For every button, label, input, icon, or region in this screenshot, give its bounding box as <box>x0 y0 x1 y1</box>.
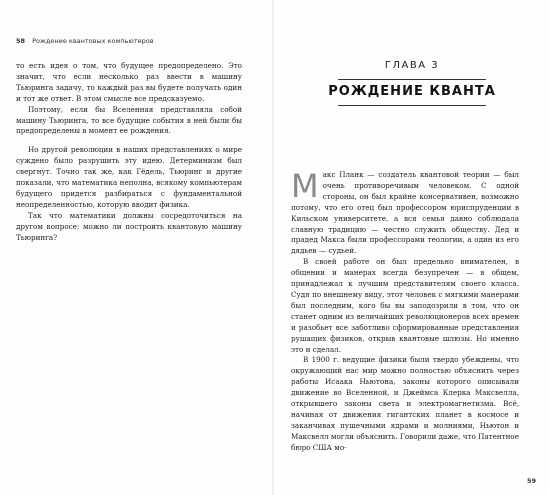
left-page <box>0 0 274 495</box>
drop-cap: М <box>291 167 319 205</box>
paragraph: Так что математики должны сосредоточиться на другом вопросе: можно ли построить квантовую машину Тьюринга? <box>16 210 242 242</box>
paragraph: Но другой революции в наших представлениях о мире суждено было разрушить эту идею. Детерминизм был свергнут. Точно так же, как Гёдель, Тьюринг и другие показали, что математика неполна, всякому компьютерам будущего придется разбираться с фундаментальной неопределенностью, которую вводит физика. <box>16 145 242 209</box>
running-head <box>16 37 154 45</box>
chapter-rule-top <box>338 79 486 80</box>
paragraph: Поэтому, если бы Вселенная представляла собой машину Тьюринга, то все будущие события в ней были бы предопределены в момент ее рождения. <box>16 104 242 136</box>
chapter-rule-bottom <box>338 105 486 106</box>
paragraph: В 1900 г. ведущие физики были твердо убеждены, что окружающий нас мир можно полностью объяснить через работы Исаака Ньютона, законы которого описывали движение во Вселенной, и Джеймса Клерка Максвелла, открывшего законы света и электромагнетизма. Всё, начиная от движения гигантских планет в космосе и заканчивая пушечными ядрами и молниями, Ньютон и Максвелл могли объяснить. Говорили даже, что Патентное бюро США мо- <box>291 355 519 452</box>
opening-paragraph-text: акс Планк — создатель квантовой теории — был очень противоречивым человеком. С одной стороны, он был крайне консервативен, возможно потому, что его отец был профессором юриспруденции в Кильском университете, а вся семья давно соблюдала славную традицию — честно служить обществу. Дед и прадед Макса были профессорами теологии, а один из его дядьев — судьей. <box>291 170 519 256</box>
chapter-label: ГЛАВА 3 <box>384 60 440 71</box>
right-page-body <box>291 167 519 454</box>
paragraph: то есть идея о том, что будущее предопределено. Это значит, что если несколько раз ввести в машину Тьюринга задачу, то каждый раз вы будете получать один и тот же ответ. В этом смысле все предсказуемо. <box>16 61 242 103</box>
page-number-left: 58 <box>16 37 26 45</box>
chapter-title: РОЖДЕНИЕ КВАНТА <box>328 84 496 99</box>
paragraph: В своей работе он был предельно внимателен, в общении и манерах всегда безупречен — в общем, принадлежал к лучшим представителям своего класса. Судя по внешнему виду, этот человек с мягкими манерами был последним, кого бы вы заподозрили в том, что он станет одним из величайших революционеров всех времен и разобьет все заботливо сформированные представления рушащих физиков, открыв квантовые шлюзы. Но именно это и сделал. <box>291 257 519 354</box>
right-page <box>274 0 550 495</box>
running-head-title: Рождение квантовых компьютеров <box>32 37 154 45</box>
opening-paragraph <box>291 167 519 257</box>
left-page-body <box>16 61 242 244</box>
page-number-right: 59 <box>526 477 536 485</box>
